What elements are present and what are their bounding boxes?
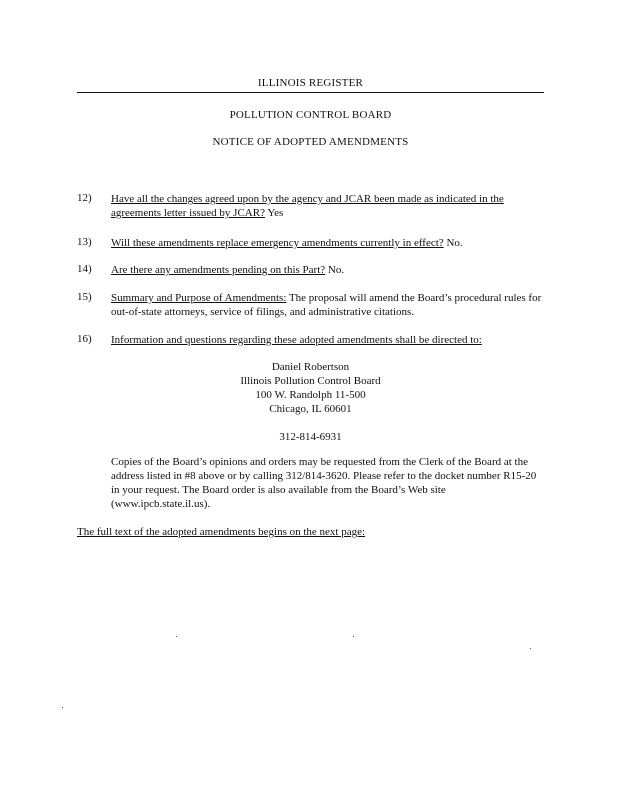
contact-street: 100 W. Randolph 11-500 — [255, 389, 366, 401]
register-title: ILLINOIS REGISTER — [257, 77, 364, 89]
notice-title: NOTICE OF ADOPTED AMENDMENTS — [212, 136, 409, 148]
contact-block — [77, 360, 544, 416]
item-question: Summary and Purpose of Amendments: — [111, 292, 287, 304]
header-rule — [77, 92, 544, 93]
contact-name: Daniel Robertson — [271, 361, 350, 373]
scan-speck — [176, 636, 177, 637]
scan-speck — [353, 636, 354, 637]
scan-speck — [62, 707, 63, 708]
contact-organization: Illinois Pollution Control Board — [240, 375, 381, 387]
item-answer: No. — [327, 264, 345, 276]
board-title: POLLUTION CONTROL BOARD — [229, 109, 392, 121]
copies-paragraph: Copies of the Board’s opinions and orders may be requested from the Clerk of the Board at the address listed in #8 above or by calling 312/814-3620. Please refer to the docket number R15-20 in your request. The Board order is also available from the Board’s Web site (www.ipcb.state.il.us). — [111, 456, 537, 510]
item-number: 16) — [77, 333, 92, 345]
scan-speck — [530, 648, 531, 649]
item-question: Have all the changes agreed upon by the agency and JCAR been made as indicated in the agreements letter issued by JCAR? — [111, 193, 504, 219]
item-question: Are there any amendments pending on this Part? — [111, 264, 326, 276]
item-number: 13) — [77, 236, 92, 248]
closing-line-text: The full text of the adopted amendments begins on the next page: — [77, 526, 366, 538]
item-answer: Yes — [267, 207, 284, 219]
item-number: 15) — [77, 291, 92, 303]
item-question: Will these amendments replace emergency amendments currently in effect? — [111, 237, 444, 249]
closing-line — [77, 526, 547, 538]
contact-phone: 312-814-6931 — [279, 431, 342, 443]
item-answer: No. — [446, 237, 463, 249]
item-number: 12) — [77, 192, 92, 204]
contact-city: Chicago, IL 60601 — [269, 403, 352, 415]
item-question: Information and questions regarding these adopted amendments shall be directed to: — [111, 334, 482, 346]
item-answer: The proposal will amend the Board’s procedural rules for out-of-state attorneys, service of filings, and administrative citations. — [111, 292, 542, 318]
item-number: 14) — [77, 263, 92, 275]
